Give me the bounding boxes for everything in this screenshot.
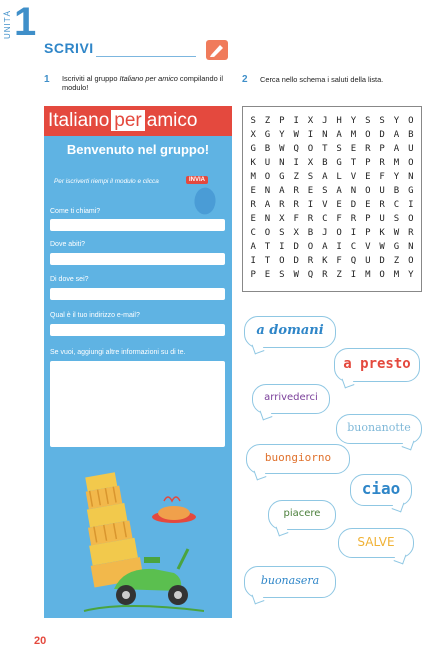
- italy-map-icon: [190, 185, 221, 218]
- word-search-row: [246, 184, 418, 198]
- word-search-letter[interactable]: A: [393, 144, 400, 154]
- word-search-letter[interactable]: I: [336, 242, 342, 252]
- word-search-letter[interactable]: I: [293, 158, 299, 168]
- bubble-ciao: ciao: [350, 474, 412, 506]
- word-search-letter[interactable]: R: [350, 214, 357, 224]
- word-search-letter[interactable]: S: [336, 144, 342, 154]
- address-label: Dove abiti?: [50, 241, 86, 248]
- word-search-letter[interactable]: R: [379, 200, 385, 210]
- word-search-letter[interactable]: A: [336, 186, 342, 196]
- word-search-letter[interactable]: U: [379, 186, 385, 196]
- word-search-letter[interactable]: V: [350, 172, 357, 182]
- word-search-letter[interactable]: A: [264, 200, 271, 210]
- word-search-letter[interactable]: J: [322, 116, 328, 126]
- word-search-letter[interactable]: Q: [350, 256, 357, 266]
- word-search-letter[interactable]: U: [379, 214, 385, 224]
- word-search-letter[interactable]: O: [408, 158, 414, 168]
- exercise-1-instructions: Iscriviti al gruppo Italiano per amico compilando il modulo!: [62, 74, 224, 92]
- word-search-letter[interactable]: M: [393, 270, 400, 280]
- word-search-letter[interactable]: W: [293, 270, 299, 280]
- submit-button[interactable]: INVIA: [186, 176, 208, 184]
- word-search-letter[interactable]: P: [365, 214, 371, 224]
- word-search-letter[interactable]: D: [379, 256, 385, 266]
- brand-logo: Italiano per amico: [48, 110, 198, 131]
- word-search-letter[interactable]: F: [379, 172, 385, 182]
- word-search-letter[interactable]: C: [393, 200, 400, 210]
- word-search-letter[interactable]: E: [365, 172, 371, 182]
- word-search-letter[interactable]: N: [408, 172, 414, 182]
- word-search-letter[interactable]: A: [322, 172, 328, 182]
- word-search-letter[interactable]: R: [408, 228, 414, 238]
- exercise-1-number: 1: [44, 74, 50, 85]
- word-search-letter[interactable]: A: [336, 130, 342, 140]
- bubble-salve: SALVE: [338, 528, 414, 558]
- word-search-letter[interactable]: A: [322, 242, 328, 252]
- word-search-letter[interactable]: O: [365, 130, 371, 140]
- section-divider: [96, 56, 196, 57]
- word-search-letter[interactable]: T: [264, 256, 271, 266]
- word-search-letter[interactable]: G: [336, 158, 342, 168]
- word-search-letter[interactable]: A: [393, 130, 400, 140]
- word-search-letter[interactable]: C: [322, 214, 328, 224]
- email-field[interactable]: [50, 324, 225, 336]
- word-search-letter[interactable]: Z: [293, 172, 299, 182]
- word-search-row: [246, 268, 418, 282]
- word-search-letter[interactable]: V: [322, 200, 328, 210]
- word-search-letter[interactable]: I: [408, 200, 414, 210]
- word-search-letter[interactable]: P: [365, 158, 371, 168]
- word-search-letter[interactable]: A: [250, 242, 256, 252]
- word-search-letter[interactable]: M: [393, 158, 400, 168]
- word-search-letter[interactable]: P: [279, 116, 285, 126]
- section-title: SCRIVI: [44, 40, 94, 56]
- pencil-icon: [206, 40, 228, 60]
- word-search-letter[interactable]: R: [307, 214, 314, 224]
- word-search-letter[interactable]: S: [279, 228, 285, 238]
- form-instructions: Per iscriverti riempi il modulo e clicca: [54, 178, 159, 185]
- word-search-letter[interactable]: M: [365, 270, 371, 280]
- word-search-letter[interactable]: X: [279, 214, 285, 224]
- bubble-buongiorno: buongiorno: [246, 444, 350, 474]
- word-search-letter[interactable]: Q: [307, 270, 314, 280]
- word-search-letter[interactable]: P: [250, 270, 256, 280]
- word-search-letter[interactable]: K: [250, 158, 256, 168]
- word-search-letter[interactable]: Y: [408, 270, 414, 280]
- word-search-letter[interactable]: C: [350, 242, 357, 252]
- word-search-letter[interactable]: M: [350, 130, 357, 140]
- origin-field[interactable]: [50, 288, 225, 300]
- word-search-letter[interactable]: W: [379, 242, 385, 252]
- word-search-letter[interactable]: U: [408, 144, 414, 154]
- word-search-letter[interactable]: E: [250, 186, 256, 196]
- word-search-letter[interactable]: D: [379, 130, 385, 140]
- word-search-letter[interactable]: O: [264, 228, 271, 238]
- welcome-title: Benvenuto nel gruppo!: [66, 142, 210, 157]
- word-search-letter[interactable]: W: [393, 228, 400, 238]
- word-search-letter[interactable]: S: [379, 116, 385, 126]
- word-search-letter[interactable]: D: [293, 242, 299, 252]
- word-search-letter[interactable]: S: [365, 116, 371, 126]
- word-search-letter[interactable]: R: [322, 270, 328, 280]
- unit-label: UNITÀ: [3, 10, 12, 39]
- word-search-letter[interactable]: N: [264, 214, 271, 224]
- word-search-letter[interactable]: X: [293, 228, 299, 238]
- word-search-letter[interactable]: E: [350, 144, 357, 154]
- word-search-letter[interactable]: D: [293, 256, 299, 266]
- name-field[interactable]: [50, 219, 225, 231]
- word-search-letter[interactable]: B: [307, 228, 314, 238]
- word-search-letter[interactable]: E: [307, 186, 314, 196]
- word-search-letter[interactable]: O: [408, 256, 414, 266]
- word-search-letter[interactable]: G: [250, 144, 256, 154]
- word-search-letter[interactable]: L: [336, 172, 342, 182]
- word-search-grid: [242, 106, 422, 292]
- word-search-letter[interactable]: Y: [393, 116, 400, 126]
- word-search-letter[interactable]: S: [322, 186, 328, 196]
- word-search-letter[interactable]: P: [365, 228, 371, 238]
- word-search-letter[interactable]: G: [408, 186, 414, 196]
- word-search-letter[interactable]: Y: [350, 116, 357, 126]
- bubble-buonasera: buonasera: [244, 566, 336, 598]
- word-search-row: [246, 170, 418, 184]
- word-search-letter[interactable]: F: [293, 214, 299, 224]
- exercise-2-instructions: Cerca nello schema i saluti della lista.: [260, 75, 384, 84]
- bubble-arrivederci: arrivederci: [252, 384, 330, 414]
- word-search-letter[interactable]: S: [250, 116, 256, 126]
- word-search-letter[interactable]: W: [293, 130, 299, 140]
- word-search-letter[interactable]: G: [393, 242, 400, 252]
- word-search-letter[interactable]: U: [365, 256, 371, 266]
- word-search-letter[interactable]: O: [408, 116, 414, 126]
- word-search-letter[interactable]: M: [250, 172, 256, 182]
- word-search-letter[interactable]: B: [264, 144, 271, 154]
- word-search-letter[interactable]: Z: [393, 256, 400, 266]
- word-search-letter[interactable]: P: [379, 144, 385, 154]
- word-search-letter[interactable]: Z: [336, 270, 342, 280]
- word-search-row: [246, 240, 418, 254]
- word-search-letter[interactable]: O: [264, 172, 271, 182]
- word-search-letter[interactable]: E: [264, 270, 271, 280]
- word-search-row: [246, 156, 418, 170]
- word-search-letter[interactable]: V: [365, 242, 371, 252]
- word-search-letter[interactable]: S: [279, 270, 285, 280]
- word-search-letter[interactable]: R: [307, 256, 314, 266]
- info-textarea[interactable]: [50, 361, 225, 447]
- word-search-letter[interactable]: T: [350, 158, 357, 168]
- bubble-piacere: piacere: [268, 500, 336, 530]
- info-label: Se vuoi, aggiungi altre informazioni su di te.: [50, 349, 186, 356]
- signup-form: [44, 106, 232, 618]
- word-search-row: [246, 212, 418, 226]
- word-search-letter[interactable]: O: [365, 186, 371, 196]
- word-search-row: [246, 128, 418, 142]
- word-search-letter[interactable]: I: [307, 200, 314, 210]
- bubble-a-presto: a presto: [334, 348, 420, 382]
- word-search-letter[interactable]: T: [322, 144, 328, 154]
- italy-illustration: [74, 461, 204, 618]
- word-search-letter[interactable]: Z: [264, 116, 271, 126]
- word-search-letter[interactable]: O: [408, 214, 414, 224]
- word-search-letter[interactable]: X: [250, 130, 256, 140]
- word-search-letter[interactable]: B: [322, 158, 328, 168]
- word-search-letter[interactable]: N: [279, 158, 285, 168]
- word-search-letter[interactable]: D: [350, 200, 357, 210]
- word-search-letter[interactable]: I: [307, 130, 314, 140]
- word-search-letter[interactable]: K: [379, 228, 385, 238]
- word-search-letter[interactable]: Y: [279, 130, 285, 140]
- word-search-letter[interactable]: F: [336, 214, 342, 224]
- word-search-letter[interactable]: I: [350, 270, 357, 280]
- word-search-letter[interactable]: R: [379, 158, 385, 168]
- word-search-letter[interactable]: C: [250, 228, 256, 238]
- word-search-letter[interactable]: G: [279, 172, 285, 182]
- word-search-letter[interactable]: T: [264, 242, 271, 252]
- word-search-letter[interactable]: I: [350, 228, 357, 238]
- email-label: Qual è il tuo indirizzo e-mail?: [50, 312, 140, 319]
- word-search-letter[interactable]: R: [250, 200, 256, 210]
- word-search-row: [246, 226, 418, 240]
- word-search-letter[interactable]: R: [365, 144, 371, 154]
- word-search-letter[interactable]: W: [279, 144, 285, 154]
- word-search-letter[interactable]: I: [279, 242, 285, 252]
- origin-label: Di dove sei?: [50, 276, 89, 283]
- word-search-letter[interactable]: X: [307, 158, 314, 168]
- name-label: Come ti chiami?: [50, 208, 101, 215]
- word-search-letter[interactable]: S: [307, 172, 314, 182]
- word-search-letter[interactable]: N: [322, 130, 328, 140]
- unit-number: 1: [14, 0, 37, 44]
- word-search-letter[interactable]: E: [365, 200, 371, 210]
- word-search-letter[interactable]: U: [264, 158, 271, 168]
- page-number: 20: [34, 635, 47, 647]
- word-search-letter[interactable]: E: [336, 200, 342, 210]
- word-search-letter[interactable]: O: [379, 270, 385, 280]
- word-search-letter[interactable]: F: [336, 256, 342, 266]
- word-search-letter[interactable]: B: [393, 186, 400, 196]
- word-search-letter[interactable]: E: [250, 214, 256, 224]
- bubble-buonanotte: buonanotte: [336, 414, 422, 444]
- word-search-letter[interactable]: O: [336, 228, 342, 238]
- word-search-letter[interactable]: K: [322, 256, 328, 266]
- word-search-letter[interactable]: O: [307, 242, 314, 252]
- word-search-row: [246, 142, 418, 156]
- word-search-letter[interactable]: N: [264, 186, 271, 196]
- word-search-letter[interactable]: S: [393, 214, 400, 224]
- word-search-letter[interactable]: R: [279, 200, 285, 210]
- word-search-letter[interactable]: I: [293, 116, 299, 126]
- word-search-letter[interactable]: R: [293, 200, 299, 210]
- word-search-letter[interactable]: N: [408, 242, 414, 252]
- word-search-letter[interactable]: X: [307, 116, 314, 126]
- word-search-letter[interactable]: I: [250, 256, 256, 266]
- word-search-letter[interactable]: O: [279, 256, 285, 266]
- word-search-letter[interactable]: Q: [293, 144, 299, 154]
- word-search-letter[interactable]: O: [307, 144, 314, 154]
- word-search-letter[interactable]: Y: [393, 172, 400, 182]
- word-search-letter[interactable]: N: [350, 186, 357, 196]
- word-search-letter[interactable]: G: [264, 130, 271, 140]
- word-search-row: [246, 254, 418, 268]
- word-search-row: [246, 198, 418, 212]
- exercise-2-number: 2: [242, 74, 248, 85]
- word-search-letter[interactable]: J: [322, 228, 328, 238]
- form-header: [44, 106, 232, 136]
- word-search-letter[interactable]: H: [336, 116, 342, 126]
- bubble-a-domani: a domani: [244, 316, 336, 348]
- word-search-letter[interactable]: R: [293, 186, 299, 196]
- word-search-row: [246, 114, 418, 128]
- word-search-letter[interactable]: A: [279, 186, 285, 196]
- word-search-letter[interactable]: B: [408, 130, 414, 140]
- address-field[interactable]: [50, 253, 225, 265]
